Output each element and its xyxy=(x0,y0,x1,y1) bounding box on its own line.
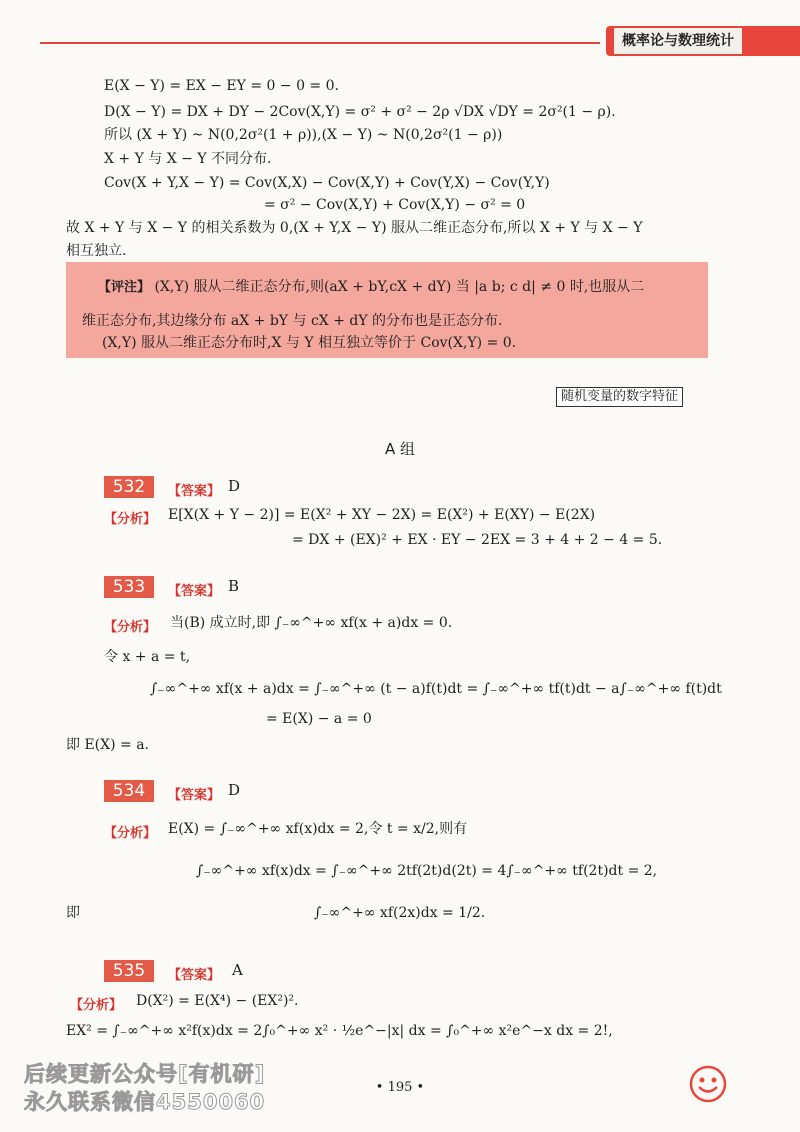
text-line: 令 x + a = t, xyxy=(104,649,191,665)
question-number: 535 xyxy=(104,960,154,982)
analysis-label: 【分析】 xyxy=(104,512,157,527)
answer-value: D xyxy=(228,781,241,799)
text-line: 当(B) 成立时,即 ∫₋∞^+∞ xf(x + a)dx = 0. xyxy=(170,615,453,631)
question-number: 533 xyxy=(104,576,154,598)
text-line: = DX + (EX)² + EX · EY − 2EX = 3 + 4 + 2 − 4 = 5. xyxy=(292,532,663,548)
analysis-label: 【分析】 xyxy=(104,826,157,841)
text-line: E(X) = ∫₋∞^+∞ xf(x)dx = 2,令 t = x/2,则有 xyxy=(168,821,468,837)
text-line: 即 E(X) = a. xyxy=(66,737,149,753)
answer-value: B xyxy=(228,577,240,595)
remark-text: (X,Y) 服从二维正态分布,则(aX + bY,cX + dY) 当 |a b; c d| ≠ 0 时,也服从二 xyxy=(154,279,645,295)
text-line: D(X − Y) = DX + DY − 2Cov(X,Y) = σ² + σ² − 2ρ √DX √DY = 2σ²(1 − ρ). xyxy=(104,104,616,120)
remark-line xyxy=(98,278,644,297)
text-line: D(X²) = E(X⁴) − (EX²)². xyxy=(136,993,299,1009)
header-rule xyxy=(40,42,600,44)
watermark-line: 永久联系微信4550060 xyxy=(24,1090,266,1114)
page-number: • 195 • xyxy=(375,1080,425,1095)
section-tag: 随机变量的数字特征 xyxy=(556,387,683,407)
watermark-line: 后续更新公众号[有机研] xyxy=(24,1062,266,1086)
group-title: A 组 xyxy=(384,440,416,458)
question-number: 532 xyxy=(104,476,154,498)
remark-label: 【评注】 xyxy=(98,280,151,295)
text-line: = σ² − Cov(X,Y) + Cov(X,Y) − σ² = 0 xyxy=(264,197,526,213)
answer-label: 【答案】 xyxy=(168,968,221,983)
text-line: 所以 (X + Y) ~ N(0,2σ²(1 + ρ)),(X − Y) ~ N(0,2σ²(1 − ρ)) xyxy=(104,127,503,143)
analysis-label: 【分析】 xyxy=(104,620,157,635)
remark-box xyxy=(66,262,708,358)
text-line: ∫₋∞^+∞ xf(x + a)dx = ∫₋∞^+∞ (t − a)f(t)dt = ∫₋∞^+∞ tf(t)dt − a∫₋∞^+∞ f(t)dt xyxy=(150,681,722,697)
answer-label: 【答案】 xyxy=(168,584,221,599)
text-line: E[X(X + Y − 2)] = E(X² + XY − 2X) = E(X²) + E(XY) − E(2X) xyxy=(168,507,596,523)
text-line: X + Y 与 X − Y 不同分布. xyxy=(104,151,272,167)
text-line: 故 X + Y 与 X − Y 的相关系数为 0,(X + Y,X − Y) 服从二维正态分布,所以 X + Y 与 X − Y xyxy=(66,220,643,236)
answer-value: A xyxy=(232,961,243,979)
text-line: 相互独立. xyxy=(66,243,127,259)
analysis-label: 【分析】 xyxy=(70,998,123,1013)
smiley-icon xyxy=(688,1064,728,1104)
answer-value: D xyxy=(228,477,241,495)
remark-line: (X,Y) 服从二维正态分布时,X 与 Y 相互独立等价于 Cov(X,Y) = 0. xyxy=(102,335,517,351)
book-title: 概率论与数理统计 xyxy=(614,28,742,54)
text-line: = E(X) − a = 0 xyxy=(266,711,372,727)
text-line: EX² = ∫₋∞^+∞ x²f(x)dx = 2∫₀^+∞ x² · ½e^−|x| dx = ∫₀^+∞ x²e^−x dx = 2!, xyxy=(66,1023,613,1039)
text-line: E(X − Y) = EX − EY = 0 − 0 = 0. xyxy=(104,78,339,94)
text-line: ∫₋∞^+∞ xf(2x)dx = 1/2. xyxy=(314,905,486,921)
header-tab xyxy=(606,26,800,56)
text-line: 即 xyxy=(66,905,80,921)
remark-line: 维正态分布,其边缘分布 aX + bY 与 cX + dY 的分布也是正态分布. xyxy=(82,313,503,329)
text-line: Cov(X + Y,X − Y) = Cov(X,X) − Cov(X,Y) + Cov(Y,X) − Cov(Y,Y) xyxy=(104,175,550,191)
answer-label: 【答案】 xyxy=(168,788,221,803)
answer-label: 【答案】 xyxy=(168,484,221,499)
text-line: ∫₋∞^+∞ xf(x)dx = ∫₋∞^+∞ 2tf(2t)d(2t) = 4∫₋∞^+∞ tf(2t)dt = 2, xyxy=(196,863,658,879)
question-number: 534 xyxy=(104,780,154,802)
